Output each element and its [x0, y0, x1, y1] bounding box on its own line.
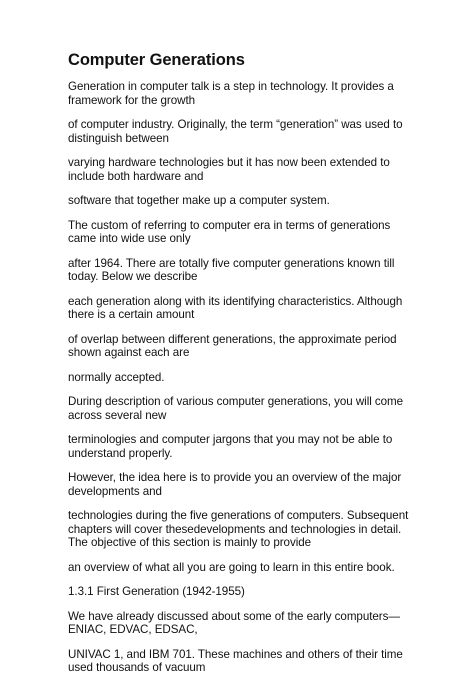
paragraph: of overlap between different generations, the approximate period shown against each are: [68, 332, 397, 359]
paragraph: During description of various computer generations, you will come across several new: [68, 395, 404, 422]
paragraph: technologies during the five generations of computers. Subsequent chapters will cover thesedevelopments and technologies in detail. The objective of this section is mainly to provide: [68, 509, 409, 549]
paragraph: We have already discussed about some of the early computers—ENIAC, EDVAC, EDSAC,: [68, 609, 400, 636]
paragraph: varying hardware technologies but it has now been extended to include both hardware and: [68, 156, 390, 183]
paragraph: each generation along with its identifying characteristics. Although there is a certain amount: [68, 294, 403, 321]
paragraph: normally accepted.: [68, 370, 165, 384]
paragraph: after 1964. There are totally five computer generations known till today. Below we describe: [68, 256, 395, 283]
document-body: [68, 50, 418, 686]
paragraph: software that together make up a computer system.: [68, 194, 330, 207]
paragraph: The custom of referring to computer era in terms of generations came into wide use only: [68, 218, 391, 245]
paragraph: an overview of what all you are going to learn in this entire book.: [68, 560, 395, 574]
paragraph: of computer industry. Originally, the term “generation” was used to distinguish between: [68, 118, 403, 145]
paragraph: Generation in computer talk is a step in technology. It provides a framework for the growth: [68, 80, 394, 107]
paragraph: terminologies and computer jargons that you may not be able to understand properly.: [68, 433, 393, 460]
paragraph: However, the idea here is to provide you an overview of the major developments and: [68, 471, 402, 498]
page-title: Computer Generations: [68, 51, 245, 69]
paragraph: UNIVAC 1, and IBM 701. These machines and others of their time used thousands of vacuum: [68, 647, 403, 674]
section-heading: 1.3.1 First Generation (1942-1955): [68, 585, 245, 598]
